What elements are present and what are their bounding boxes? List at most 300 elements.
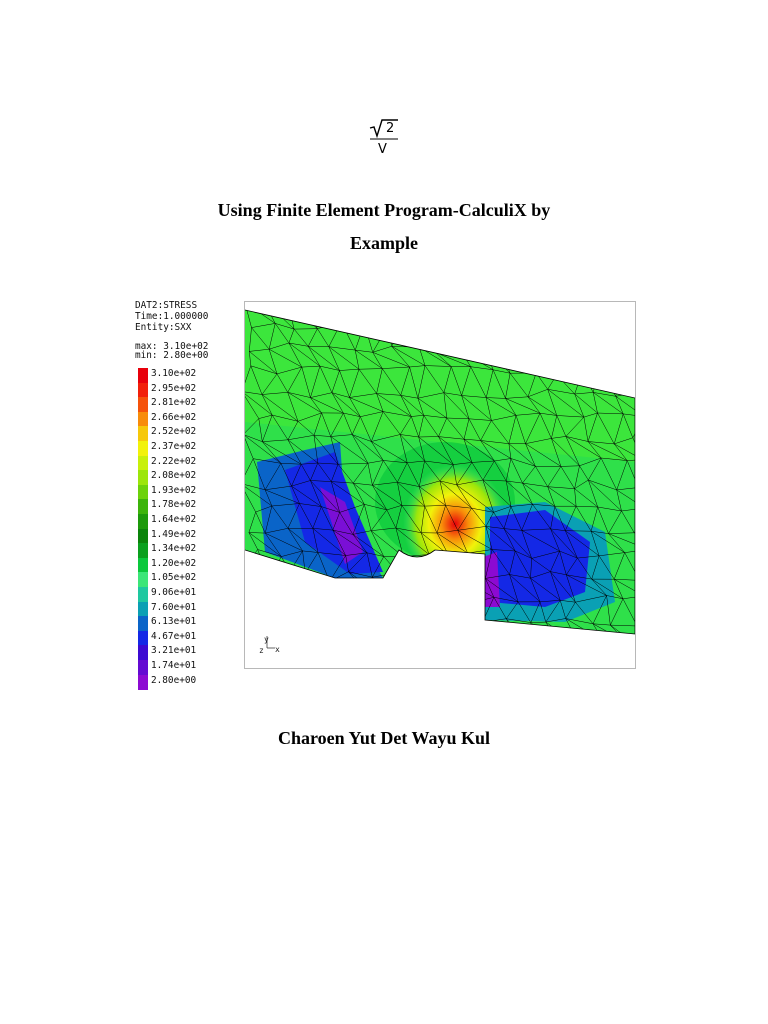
legend-swatch — [138, 470, 148, 485]
mesh-edge — [410, 597, 431, 605]
mesh-edge — [290, 572, 301, 598]
mesh-edge — [269, 580, 301, 598]
mesh-edge — [453, 643, 459, 668]
legend-tick-label: 7.60e+01 — [151, 601, 197, 613]
mesh-edge — [351, 305, 364, 324]
legend-swatch — [138, 558, 148, 573]
mesh-edge — [614, 642, 626, 668]
mesh-edge — [436, 623, 474, 649]
mesh-edge — [501, 325, 514, 351]
mesh-edge — [591, 641, 604, 664]
mesh-edge — [482, 622, 489, 642]
mesh-edge — [441, 663, 459, 668]
mesh-edge — [309, 649, 319, 668]
mesh-edge — [308, 618, 330, 622]
legend-swatch — [138, 456, 148, 471]
mesh-edge — [278, 597, 284, 619]
mesh-edge — [533, 649, 553, 664]
mesh-edge — [488, 302, 502, 307]
mesh-edge — [269, 557, 281, 581]
mesh-edge — [278, 597, 301, 598]
mesh-edge — [621, 328, 635, 330]
mesh-edge — [524, 649, 533, 665]
mesh-edge — [580, 646, 591, 665]
mesh-edge — [317, 322, 341, 329]
mesh-edge — [302, 647, 319, 649]
mesh-edge — [465, 627, 473, 650]
mesh-edge — [285, 666, 310, 668]
mesh-edge — [621, 328, 632, 344]
legend-tick-label: 2.52e+02 — [151, 426, 197, 438]
mesh-edge — [453, 643, 473, 649]
mesh-edge — [531, 328, 537, 345]
mesh-edge — [531, 623, 533, 649]
mesh-edge — [514, 325, 530, 346]
mesh-edge — [436, 623, 465, 627]
mesh-edge — [426, 641, 453, 643]
mesh-edge — [411, 641, 426, 650]
mesh-edge — [484, 347, 501, 350]
mesh-edge — [388, 322, 403, 326]
mesh-edge — [449, 555, 458, 577]
mesh-edge — [333, 302, 352, 305]
mesh-edge — [531, 302, 558, 324]
mesh-edge — [518, 642, 533, 649]
mesh-edge — [498, 323, 501, 351]
mesh-edge — [441, 302, 446, 324]
legend-swatch — [138, 631, 148, 646]
mesh-edge — [393, 623, 426, 641]
mesh-edge — [364, 324, 387, 327]
axis-z-label: z — [259, 646, 264, 655]
mesh-edge — [473, 649, 482, 667]
mesh-edge — [368, 640, 373, 664]
mesh-edge — [446, 324, 462, 352]
mesh-edge — [578, 321, 605, 322]
mesh-edge — [247, 647, 254, 663]
mesh-edge — [356, 664, 373, 666]
mesh-edge — [548, 302, 572, 303]
mesh-edge — [392, 322, 403, 346]
mesh-edge — [436, 601, 449, 623]
mesh-edge — [611, 343, 632, 351]
mesh-edge — [572, 302, 589, 307]
mesh-edge — [417, 622, 453, 643]
mesh-edge — [371, 598, 384, 619]
mesh-edge — [245, 619, 264, 620]
mesh-edge — [319, 597, 330, 618]
mesh-edge — [301, 597, 319, 598]
mesh-edge — [458, 302, 487, 307]
mesh-edge — [355, 594, 368, 619]
mesh-edge — [572, 322, 578, 350]
mesh-edge — [531, 345, 537, 373]
legend-entity: Entity:SXX — [135, 322, 192, 333]
mesh-edge — [468, 553, 486, 578]
mesh-edge — [245, 620, 277, 648]
mesh-edge — [302, 647, 309, 668]
mesh-edge — [245, 620, 254, 647]
mesh-edge — [465, 603, 472, 627]
mesh-edge — [333, 302, 365, 324]
legend-tick-label: 1.05e+02 — [151, 572, 197, 584]
mesh-edge — [383, 598, 410, 605]
mesh-edge — [355, 619, 368, 640]
mesh-edge — [501, 302, 536, 328]
mesh-edge — [461, 326, 473, 351]
mesh-edge — [393, 604, 410, 623]
mesh-edge — [398, 573, 416, 577]
legend-swatch — [138, 426, 148, 441]
mesh-edge — [403, 321, 428, 322]
mesh-edge — [416, 576, 431, 596]
legend-swatch — [138, 499, 148, 514]
mesh-edge — [377, 302, 388, 326]
mesh-edge — [264, 666, 285, 668]
mesh-edge — [544, 344, 557, 375]
mesh-edge — [397, 302, 403, 322]
mesh-edge — [482, 642, 489, 667]
legend-swatch — [138, 412, 148, 427]
stress-legend — [134, 298, 244, 688]
mesh-edge — [459, 667, 482, 668]
mesh-edge — [544, 344, 583, 372]
mesh-edge — [319, 647, 344, 649]
mesh-edge — [507, 665, 524, 669]
mesh-edge — [580, 641, 604, 645]
legend-swatch — [138, 485, 148, 500]
mesh-edge — [619, 374, 635, 393]
mesh-edge — [474, 323, 498, 326]
mesh-edge — [436, 576, 457, 577]
mesh-edge — [344, 647, 356, 666]
mesh-edge — [245, 572, 269, 581]
mesh-edge — [254, 647, 278, 648]
mesh-edge — [340, 604, 355, 619]
mesh-edge — [411, 650, 417, 666]
mesh-edge — [371, 619, 412, 650]
mesh-edge — [489, 642, 506, 668]
legend-swatch — [138, 616, 148, 631]
axis-triad — [259, 635, 280, 655]
mesh-edge — [420, 302, 445, 324]
mesh-edge — [603, 641, 625, 642]
mesh-edge — [351, 305, 387, 327]
mesh-edge — [482, 622, 518, 641]
legend-tick-label: 1.34e+02 — [151, 543, 197, 555]
mesh-edge — [588, 302, 612, 307]
mesh-edge — [557, 372, 583, 375]
legend-swatch — [138, 602, 148, 617]
mesh-edge — [264, 619, 302, 647]
mesh-edge — [285, 647, 303, 666]
mesh-edge — [245, 302, 263, 303]
legend-tick-label: 1.93e+02 — [151, 484, 197, 496]
mesh-edge — [457, 577, 472, 602]
mesh-edge — [403, 322, 419, 347]
mesh-edge — [548, 303, 578, 323]
mesh-edge — [431, 597, 436, 624]
legend-swatch — [138, 441, 148, 456]
mesh-edge — [381, 647, 411, 651]
legend-tick-label: 1.78e+02 — [151, 499, 197, 511]
mesh-edge — [429, 555, 436, 577]
legend-tick-label: 1.64e+02 — [151, 514, 197, 525]
mesh-edge — [417, 597, 431, 623]
mesh-edge — [368, 594, 371, 619]
mesh-edge — [351, 302, 376, 305]
mesh-edge — [501, 345, 530, 350]
mesh-edge — [245, 596, 252, 620]
mesh-edge — [397, 302, 428, 321]
mesh-edge — [436, 576, 449, 601]
legend-swatch — [138, 572, 148, 587]
mesh-edge — [393, 665, 418, 666]
mesh-edge — [457, 553, 468, 577]
mesh-edge — [340, 594, 368, 603]
mesh-edge — [420, 302, 428, 321]
mesh-edge — [436, 576, 472, 602]
legend-max: max: 3.10e+02 — [135, 341, 209, 352]
mesh-edge — [611, 351, 635, 366]
legend-tick-label: 4.67e+01 — [151, 630, 197, 642]
mesh-edge — [264, 597, 278, 619]
legend-dataset: DAT2:STRESS — [135, 300, 198, 311]
legend-swatch — [138, 529, 148, 544]
legend-tick-label: 2.37e+02 — [151, 441, 197, 452]
document-logo — [368, 118, 400, 158]
mesh-edge — [285, 619, 303, 647]
mesh-edge — [461, 347, 484, 351]
mesh-edge — [330, 582, 368, 595]
mesh-edge — [301, 598, 308, 622]
mesh-edge — [449, 553, 468, 555]
legend-swatch — [138, 645, 148, 660]
mesh-edge — [288, 302, 306, 306]
mesh-edge — [330, 618, 344, 647]
mesh-edge — [373, 664, 393, 665]
mesh-edge — [473, 642, 489, 649]
fe-mesh-plot[interactable] — [245, 302, 635, 668]
mesh-edge — [372, 577, 383, 597]
mesh-edge — [611, 351, 620, 374]
mesh-edge — [548, 303, 558, 325]
model-viewport[interactable] — [244, 301, 636, 669]
mesh-edge — [398, 573, 410, 605]
legend-swatch — [138, 543, 148, 558]
mesh-edge — [252, 596, 278, 597]
mesh-edge — [381, 647, 393, 665]
mesh-edge — [344, 640, 368, 647]
mesh-edge — [333, 302, 342, 322]
mesh-edge — [308, 622, 319, 649]
mesh-edge — [308, 597, 319, 622]
mesh-edge — [531, 302, 536, 328]
legend-tick-label: 2.81e+02 — [151, 397, 197, 409]
document-title-line1: Using Finite Element Program-CalculiX by — [217, 200, 551, 220]
author-name: Charoen Yut Det Wayu Kul — [277, 728, 491, 748]
mesh-edge — [245, 572, 278, 598]
mesh-edge — [558, 324, 572, 349]
mesh-edge — [489, 642, 518, 643]
mesh-edge — [441, 302, 474, 326]
legend-tick-label: 2.22e+02 — [151, 455, 197, 467]
mesh-edge — [531, 302, 547, 303]
mesh-edge — [536, 328, 544, 344]
mesh-edge — [472, 603, 482, 623]
mesh-edge — [368, 594, 383, 597]
mesh-edge — [558, 322, 578, 324]
mesh-edge — [457, 577, 485, 578]
mesh-edge — [626, 642, 635, 649]
mesh-edge — [482, 667, 507, 668]
legend-min: min: 2.80e+00 — [135, 350, 209, 361]
mesh-edge — [604, 321, 611, 351]
mesh-edge — [403, 557, 416, 577]
mesh-edge — [533, 648, 562, 649]
mesh-edge — [632, 343, 635, 366]
mesh-edge — [458, 302, 498, 323]
legend-swatch — [138, 368, 148, 383]
mesh-edge — [431, 597, 449, 602]
mesh-edge — [410, 604, 417, 622]
mesh-edge — [588, 307, 604, 321]
mesh-edge — [372, 577, 410, 604]
mesh-edge — [544, 344, 573, 349]
mesh-edge — [330, 618, 355, 619]
legend-swatch — [138, 660, 148, 675]
mesh-edge — [553, 648, 561, 664]
mesh-edge — [428, 321, 446, 324]
mesh-edge — [332, 667, 356, 669]
mesh-edge — [285, 598, 302, 619]
mesh-edge — [393, 623, 412, 650]
legend-swatch — [138, 675, 148, 690]
legend-tick-label: 2.08e+02 — [151, 470, 197, 482]
mesh-edge — [285, 619, 308, 622]
mesh-edge — [330, 604, 340, 619]
legend-tick-label: 2.80e+00 — [151, 674, 197, 686]
mesh-edge — [593, 351, 619, 374]
mesh-edge — [306, 306, 342, 322]
mesh-edge — [616, 374, 619, 396]
mesh-edge — [305, 573, 319, 597]
mesh-edge — [436, 352, 461, 353]
mesh-edge — [465, 627, 489, 642]
mesh-edge — [398, 557, 404, 573]
mesh-edge — [290, 572, 319, 597]
mesh-edge — [371, 619, 381, 647]
mesh-edge — [330, 582, 340, 604]
mesh-edge — [619, 366, 635, 374]
mesh-edge — [611, 328, 621, 352]
mesh-edge — [252, 596, 264, 619]
mesh-edge — [306, 302, 333, 306]
mesh-edge — [572, 350, 599, 370]
mesh-edge — [603, 641, 614, 668]
mesh-edge — [593, 351, 599, 369]
mesh-edge — [417, 663, 441, 666]
mesh-edge — [531, 345, 557, 375]
mesh-edge — [341, 322, 364, 324]
mesh-edge — [428, 321, 436, 353]
mesh-edge — [591, 664, 614, 668]
mesh-edge — [626, 642, 635, 668]
mesh-edge — [436, 555, 449, 577]
mesh-edge — [561, 648, 573, 664]
mesh-edge — [488, 307, 515, 325]
mesh-edge — [441, 643, 453, 663]
mesh-edge — [308, 622, 344, 647]
legend-tick-label: 3.21e+01 — [151, 645, 197, 657]
mesh-edge — [459, 649, 473, 668]
document-title-line2: Example — [349, 233, 418, 253]
mesh-edge — [416, 555, 429, 577]
mesh-edge — [632, 330, 635, 344]
mesh-edge — [604, 321, 621, 327]
mesh-edge — [514, 325, 536, 329]
mesh-edge — [634, 648, 635, 668]
legend-time: Time:1.000000 — [135, 311, 209, 322]
mesh-edge — [458, 302, 473, 326]
mesh-edge — [285, 619, 319, 649]
legend-tick-label: 9.06e+01 — [151, 587, 197, 598]
mesh-edge — [330, 618, 368, 640]
legend-tick-label: 1.74e+01 — [151, 660, 197, 671]
mesh-edge — [536, 324, 558, 328]
legend-tick-label: 6.13e+01 — [151, 616, 197, 628]
legend-swatch — [138, 383, 148, 398]
mesh-edge — [416, 576, 449, 601]
legend-swatch — [138, 397, 148, 412]
mesh-edge — [474, 326, 485, 347]
mesh-edge — [417, 622, 436, 623]
mesh-edge — [524, 664, 553, 665]
mesh-edge — [393, 622, 417, 623]
mesh-edge — [572, 302, 578, 322]
mesh-edge — [573, 646, 579, 664]
mesh-edge — [518, 642, 524, 665]
mesh-edge — [572, 350, 582, 372]
mesh-edge — [613, 302, 621, 328]
mesh-edge — [507, 642, 518, 669]
legend-tick-label: 2.66e+02 — [151, 411, 197, 423]
mesh-edge — [383, 598, 392, 624]
mesh-edge — [593, 321, 604, 351]
mesh-edge — [578, 322, 594, 351]
mesh-edge — [531, 344, 544, 345]
mesh-edge — [498, 323, 515, 325]
mesh-edge — [426, 641, 441, 663]
mesh-edge — [417, 622, 426, 640]
axis-y-label: y — [264, 635, 269, 644]
mesh-edge — [582, 369, 599, 372]
mesh-edge — [356, 640, 368, 666]
mesh-edge — [393, 650, 412, 665]
mesh-edge — [436, 623, 453, 643]
mesh-edge — [319, 597, 340, 604]
mesh-edge — [572, 350, 593, 352]
mesh-edge — [572, 302, 604, 321]
mesh-edge — [561, 646, 579, 649]
legend-tick-label: 2.95e+02 — [151, 382, 197, 394]
mesh-edge — [446, 324, 474, 326]
mesh-edge — [368, 640, 381, 646]
mesh-edge — [398, 573, 431, 597]
mesh-edge — [417, 641, 426, 666]
mesh-edge — [245, 572, 252, 597]
mesh-edge — [419, 321, 428, 347]
